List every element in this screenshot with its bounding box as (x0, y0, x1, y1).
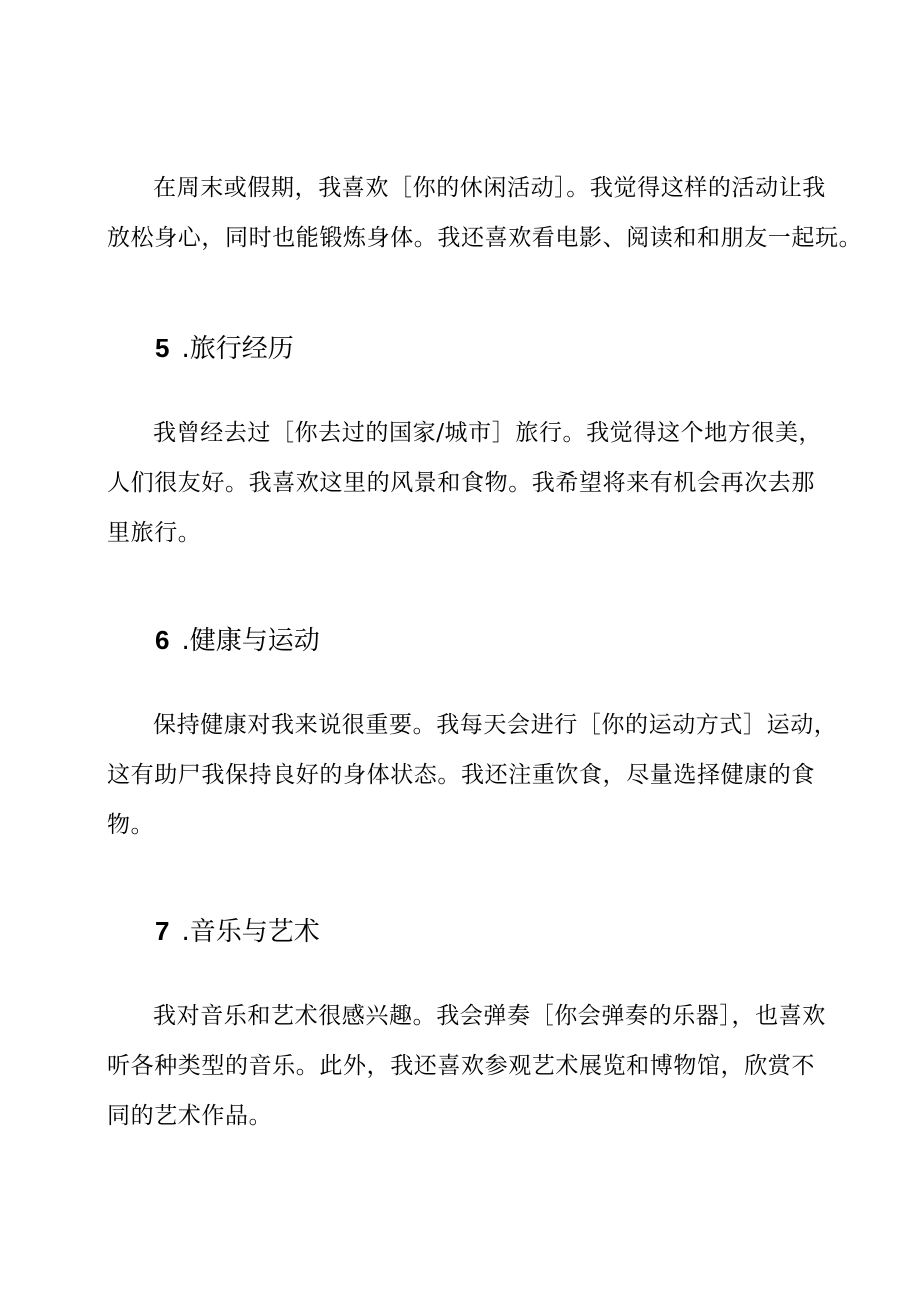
section-title: .音乐与艺术 (181, 917, 320, 947)
section-number: 6 (155, 625, 170, 655)
paragraph-line: 在周末或假期，我喜欢［你的休闲活动］。我觉得这样的活动让我 (153, 175, 826, 201)
section-title: .健康与运动 (181, 626, 320, 656)
section-heading-7 (155, 911, 320, 952)
intro-paragraph (107, 163, 863, 263)
section-5-paragraph (107, 408, 827, 558)
paragraph-line: 保持健康对我来说很重要。我每天会进行［你的运动方式］运动， (153, 712, 838, 738)
paragraph-line: 人们很友好。我喜欢这里的风景和食物。我希望将来有机会再次去那 (107, 470, 815, 496)
paragraph-line: 我曾经去过［你去过的国家/城市］旅行。我觉得这个地方很美， (153, 420, 823, 446)
section-7-paragraph (107, 991, 827, 1141)
paragraph-line: 我对音乐和艺术很感兴趣。我会弹奏［你会弹奏的乐器］，也喜欢 (153, 1003, 826, 1029)
section-title: .旅行经历 (181, 334, 294, 364)
section-heading-5 (155, 328, 294, 369)
section-number: 7 (155, 916, 170, 946)
paragraph-line: 这有助尸我保持良好的身体状态。我还注重饮食，尽量选择健康的食 (107, 762, 815, 788)
paragraph-line: 听各种类型的音乐。此外，我还喜欢参观艺术展览和博物馆，欣赏不 (107, 1053, 815, 1079)
section-6-paragraph (107, 700, 838, 850)
section-number: 5 (155, 333, 170, 363)
paragraph-line: 放松身心，同时也能锻炼身体。我还喜欢看电影、阅读和和朋友一起玩。 (107, 225, 863, 251)
paragraph-line: 物。 (107, 812, 155, 838)
paragraph-line: 里旅行。 (107, 520, 202, 546)
paragraph-line: 同的艺术作品。 (107, 1103, 273, 1129)
section-heading-6 (155, 620, 320, 661)
